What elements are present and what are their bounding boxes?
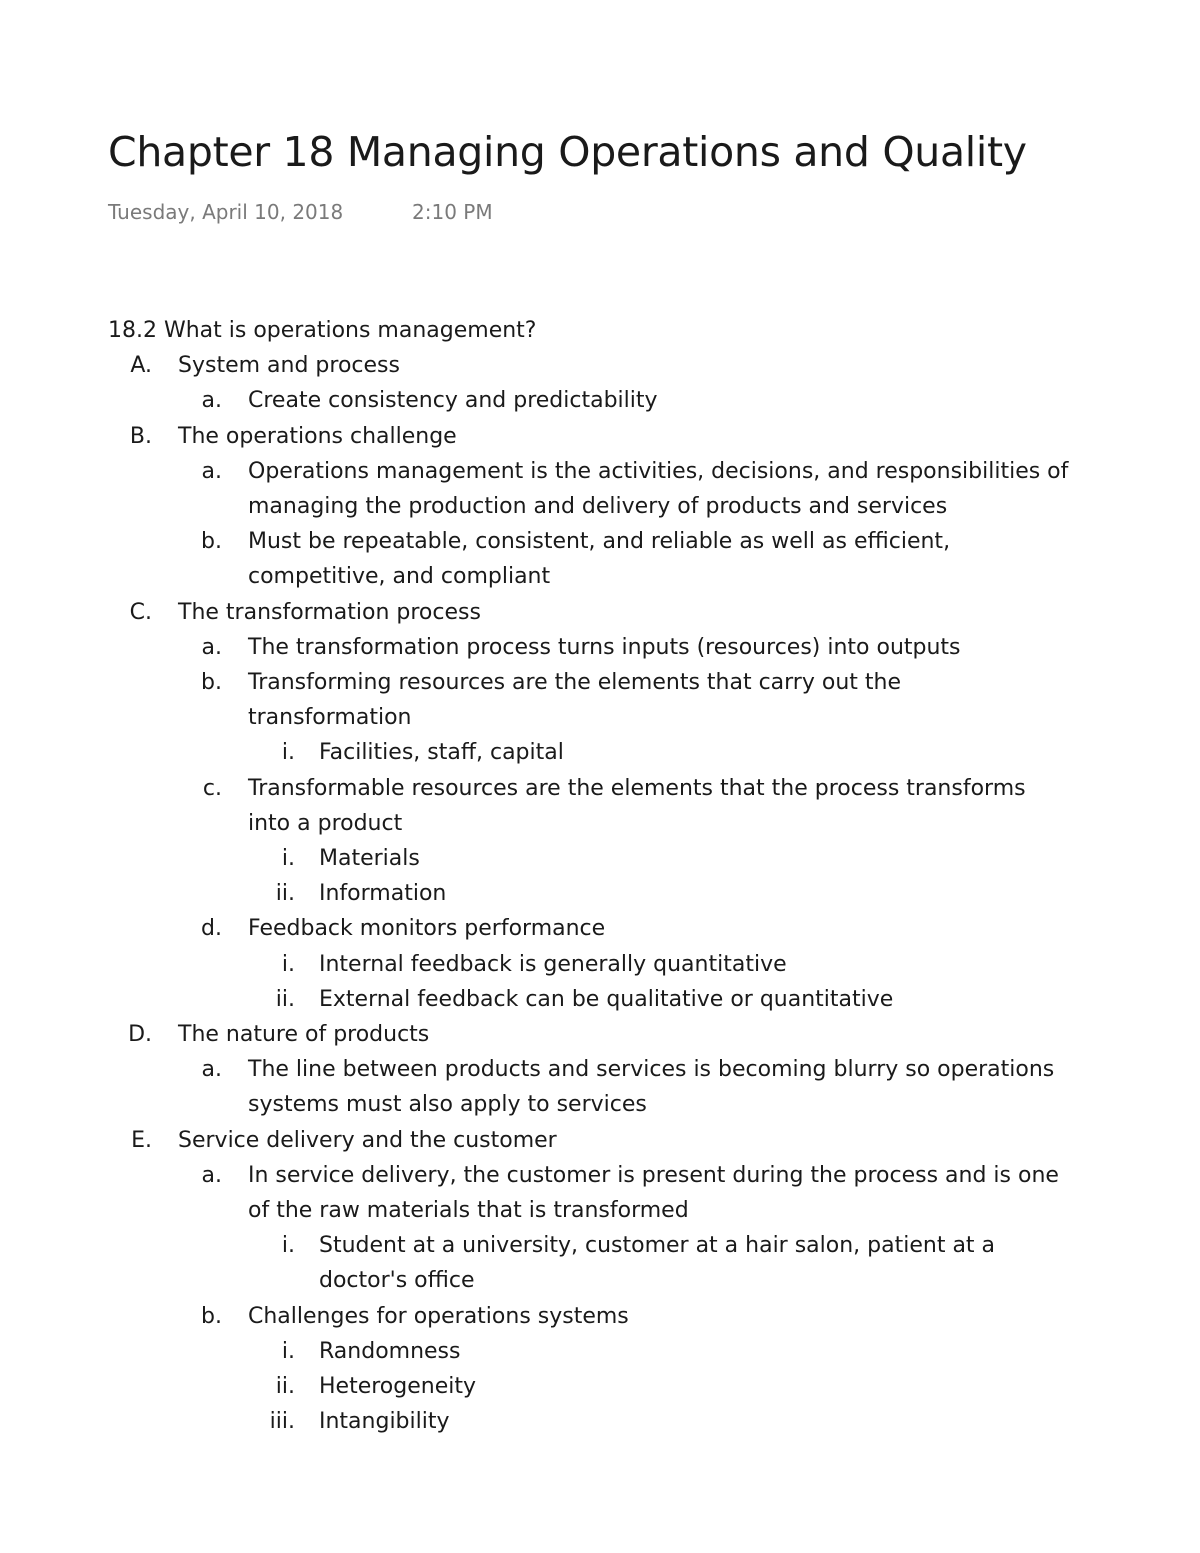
outline-marker: d. [201, 916, 222, 942]
outline-text: Randomness [319, 1338, 461, 1364]
outline-text: The transformation process [178, 599, 481, 625]
outline-marker: C. [129, 599, 152, 625]
outline-text: of the raw materials that is transformed [248, 1198, 689, 1224]
outline-item [0, 771, 1200, 841]
outline-heading-text: 18.2 What is operations management? [108, 318, 537, 343]
outline-item [0, 1299, 1200, 1334]
outline-text: The operations challenge [178, 423, 457, 449]
outline-text: The transformation process turns inputs (resources) into outputs [248, 634, 961, 660]
outline-marker: ii. [275, 1374, 295, 1400]
outline-item [0, 348, 1200, 383]
outline-text: Must be repeatable, consistent, and reliable as well as efficient, [248, 529, 951, 555]
outline-marker: b. [201, 1303, 222, 1329]
outline-item [0, 630, 1200, 665]
outline-item [0, 735, 1200, 770]
outline-marker: c. [202, 775, 222, 801]
outline-marker: iii. [269, 1409, 295, 1435]
outline-item [0, 1404, 1200, 1439]
outline-marker: a. [201, 634, 222, 660]
outline-marker: i. [281, 951, 295, 977]
outline-item [0, 524, 1200, 594]
outline-item [0, 1334, 1200, 1369]
outline-text: Intangibility [319, 1409, 450, 1435]
outline-marker: a. [201, 1162, 222, 1188]
page-title: Chapter 18 Managing Operations and Quality [108, 128, 1027, 176]
outline-heading [0, 313, 1200, 348]
outline-text: The line between products and services is becoming blurry so operations [248, 1057, 1055, 1083]
outline-text: Heterogeneity [319, 1374, 476, 1400]
outline-item [0, 419, 1200, 454]
outline [0, 313, 1200, 1440]
outline-item [0, 595, 1200, 630]
outline-marker: ii. [275, 881, 295, 907]
outline-text: External feedback can be qualitative or quantitative [319, 986, 894, 1012]
outline-text: into a product [248, 810, 403, 836]
outline-item [0, 911, 1200, 946]
outline-marker: D. [128, 1022, 152, 1048]
outline-text: Internal feedback is generally quantitative [319, 951, 787, 977]
outline-marker: i. [281, 846, 295, 872]
outline-text: Materials [319, 846, 420, 872]
outline-marker: i. [281, 1338, 295, 1364]
outline-marker: A. [130, 353, 152, 379]
outline-text: doctor's office [319, 1268, 475, 1294]
outline-marker: ii. [275, 986, 295, 1012]
outline-marker: B. [129, 423, 152, 449]
outline-item [0, 947, 1200, 982]
outline-item [0, 876, 1200, 911]
note-date: Tuesday, April 10, 2018 [108, 200, 344, 224]
outline-text: systems must also apply to services [248, 1092, 647, 1118]
outline-text: managing the production and delivery of products and services [248, 494, 948, 520]
outline-item [0, 841, 1200, 876]
outline-text: Create consistency and predictability [248, 388, 658, 414]
outline-item [0, 1017, 1200, 1052]
outline-marker: E. [131, 1127, 152, 1153]
outline-marker: i. [281, 740, 295, 766]
outline-text: Transformable resources are the elements that the process transforms [248, 775, 1026, 801]
outline-item [0, 1123, 1200, 1158]
outline-item [0, 1052, 1200, 1122]
outline-marker: i. [281, 1233, 295, 1259]
outline-item [0, 1158, 1200, 1228]
outline-text: Operations management is the activities, decisions, and responsibilities of [248, 458, 1069, 484]
note-time: 2:10 PM [412, 200, 493, 224]
outline-marker: b. [201, 529, 222, 555]
outline-item [0, 383, 1200, 418]
outline-text: System and process [178, 353, 400, 379]
outline-marker: b. [201, 670, 222, 696]
outline-text: Student at a university, customer at a hair salon, patient at a [319, 1233, 996, 1259]
outline-marker: a. [201, 388, 222, 414]
outline-item [0, 1369, 1200, 1404]
outline-item [0, 1228, 1200, 1298]
outline-text: The nature of products [178, 1022, 430, 1048]
outline-text: Service delivery and the customer [178, 1127, 557, 1153]
outline-text: Facilities, staff, capital [319, 740, 564, 766]
outline-text: Feedback monitors performance [248, 916, 606, 942]
outline-text: In service delivery, the customer is present during the process and is one [248, 1162, 1059, 1188]
outline-text: Transforming resources are the elements that carry out the [248, 670, 901, 696]
outline-text: Challenges for operations systems [248, 1303, 629, 1329]
outline-marker: a. [201, 458, 222, 484]
outline-marker: a. [201, 1057, 222, 1083]
outline-item [0, 982, 1200, 1017]
outline-item [0, 665, 1200, 735]
outline-item [0, 454, 1200, 524]
outline-text: transformation [248, 705, 412, 731]
outline-text: Information [319, 881, 447, 907]
outline-text: competitive, and compliant [248, 564, 551, 590]
